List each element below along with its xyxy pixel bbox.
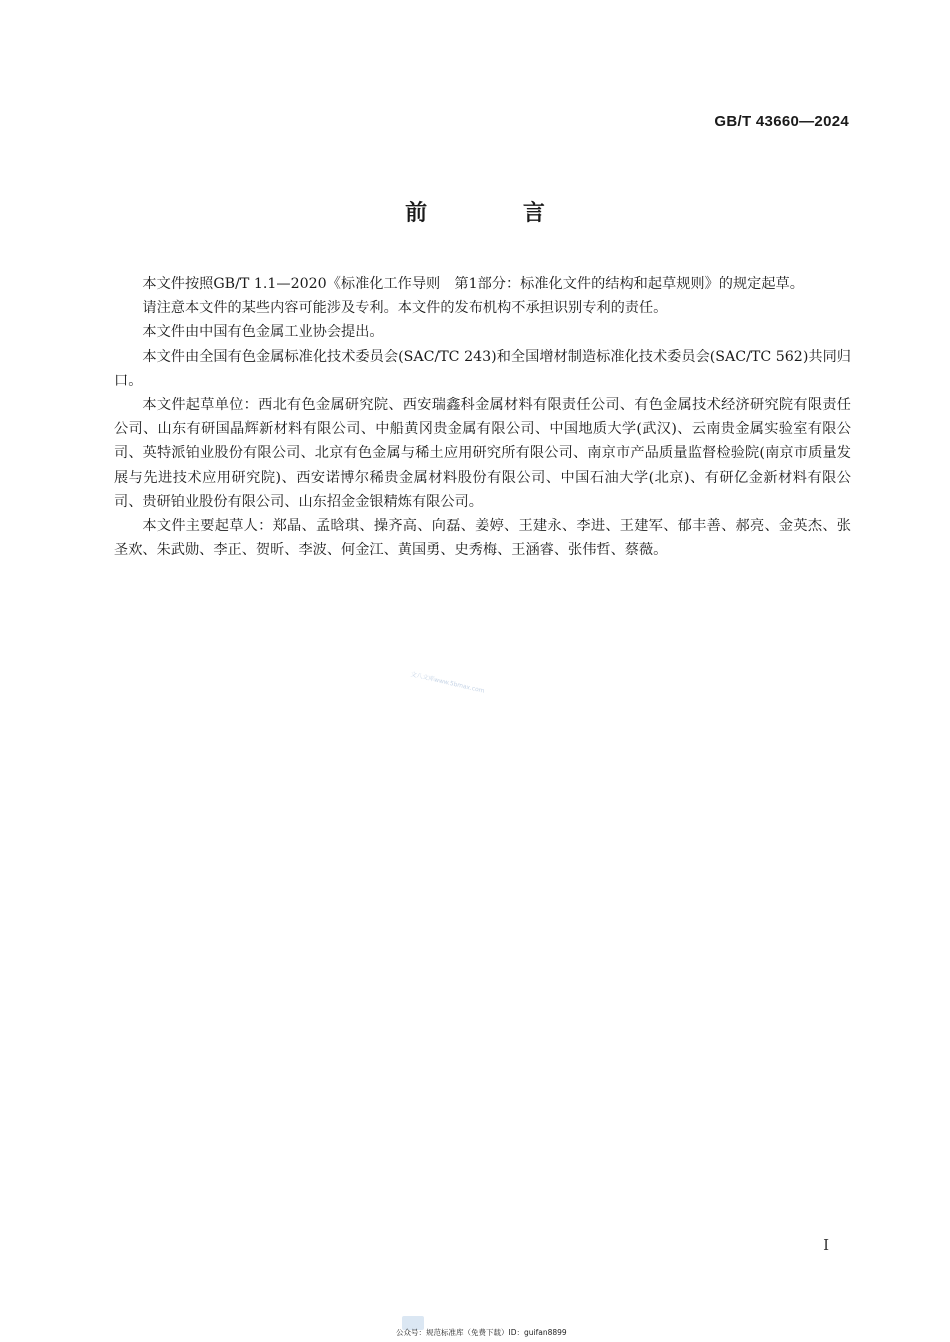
standard-number: GB/T 43660—2024 <box>714 113 849 130</box>
paragraph-patent-notice: 请注意本文件的某些内容可能涉及专利。本文件的发布机构不承担识别专利的责任。 <box>142 300 668 317</box>
paragraph-technical-committee: 本文件由全国有色金属标准化技术委员会(SAC/TC 243)和全国增材制造标准化技术委员会(SAC/TC 562)共同归口。 <box>114 348 851 389</box>
paragraph-drafters: 本文件主要起草人：郑晶、孟晗琪、操齐高、向磊、姜婷、王建永、李进、王建军、郁丰善、郝亮、金英杰、张圣欢、朱武勋、李正、贺昕、李波、何金江、黄国勇、史秀梅、王涵睿、张伟哲、蔡薇。 <box>114 518 851 559</box>
paragraph-drafting-rules: 本文件按照GB/T 1.1—2020《标准化工作导则 第1部分：标准化文件的结构和起草规则》的规定起草。 <box>142 276 804 292</box>
watermark: 文八文库www.5bmax.com <box>409 670 486 695</box>
footer-text: 公众号：规范标准库（免费下载）ID：guifan8899 <box>396 1328 567 1337</box>
paragraph-proposer: 本文件由中国有色金属工业协会提出。 <box>142 324 384 341</box>
document-body <box>114 272 851 562</box>
page-title: 前 言 <box>405 201 589 226</box>
paragraph-drafting-units: 本文件起草单位：西北有色金属研究院、西安瑞鑫科金属材料有限责任公司、有色金属技术经济研究院有限责任公司、山东有研国晶辉新材料有限公司、中船黄冈贵金属有限公司、中国地质大学(武汉)、云南贵金属实验室有限公司、英特派铂业股份有限公司、北京有色金属与稀土应用研究所有限公司、南京市产品质量监督检验院(南京市质量发展与先进技术应用研究院)、西安诺博尔稀贵金属材料股份有限公司、中国石油大学(北京)、有研亿金新材料有限公司、贵研铂业股份有限公司、山东招金金银精炼有限公司。 <box>114 397 851 510</box>
page-number: I <box>823 1236 829 1254</box>
